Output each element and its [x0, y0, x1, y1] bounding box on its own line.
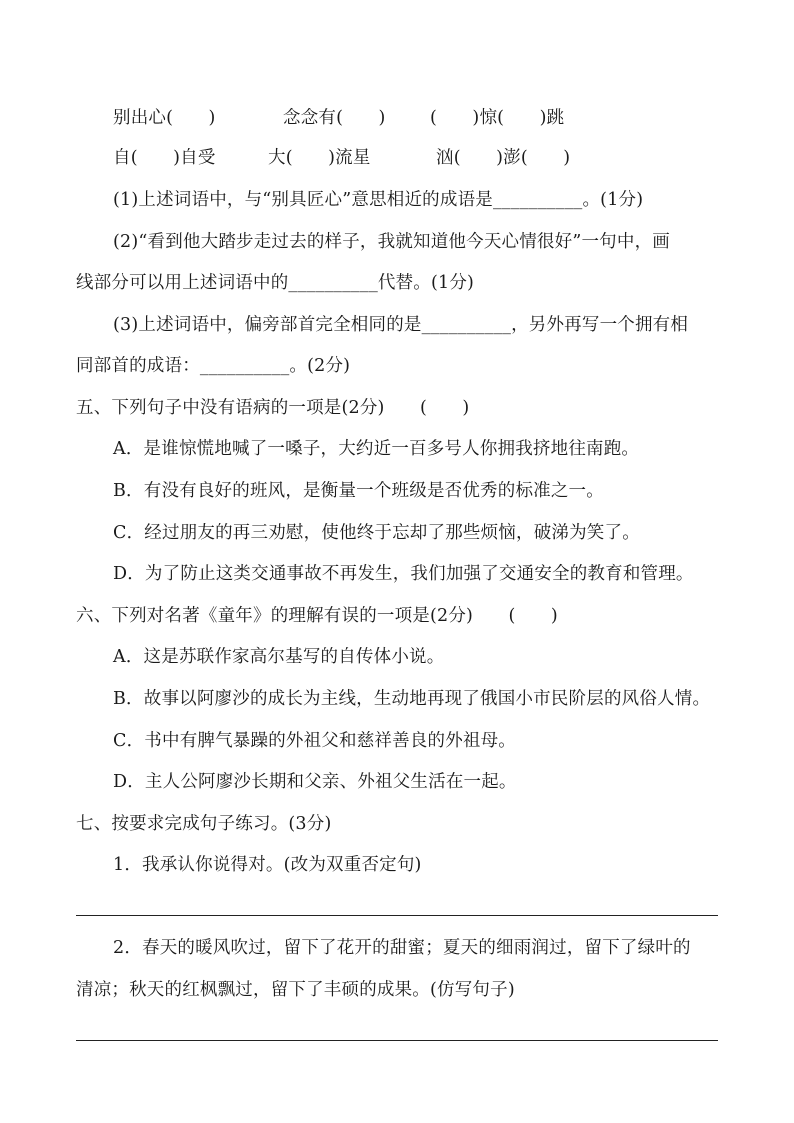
vocab-item: 汹( )澎( )	[436, 148, 571, 168]
choice-option: C．书中有脾气暴躁的外祖父和慈祥善良的外祖母。	[113, 731, 516, 751]
exercise-item: 1．我承认你说得对。(改为双重否定句)	[113, 855, 422, 875]
answer-line	[76, 915, 718, 916]
answer-line	[76, 1040, 718, 1041]
choice-option: B．故事以阿廖沙的成长为主线，生动地再现了俄国小市民阶层的风俗人情。	[113, 689, 711, 709]
choice-option: D．主人公阿廖沙长期和父亲、外祖父生活在一起。	[113, 772, 517, 792]
exercise-item: 2．春天的暖风吹过，留下了花开的甜蜜；夏天的细雨润过，留下了绿叶的	[113, 938, 691, 958]
choice-option: C．经过朋友的再三劝慰，使他终于忘却了那些烦恼，破涕为笑了。	[113, 523, 640, 543]
vocab-item: 别出心( )	[113, 108, 216, 128]
choice-option: D．为了防止这类交通事故不再发生，我们加强了交通安全的教育和管理。	[113, 564, 694, 584]
choice-option: A．这是苏联作家高尔基写的自传体小说。	[113, 647, 445, 667]
question-text: (2)“看到他大踏步走过去的样子，我就知道他今天心情很好”一句中，画	[113, 232, 670, 252]
section-title: 五、下列句子中没有语病的一项是(2分) ( )	[76, 398, 470, 418]
vocab-item: 大( )流星	[268, 148, 371, 168]
vocab-item: 自( )自受	[113, 148, 216, 168]
exercise-item: 清凉；秋天的红枫飘过，留下了丰硕的成果。(仿写句子)	[76, 980, 515, 1000]
choice-option: B．有没有良好的班风，是衡量一个班级是否优秀的标准之一。	[113, 481, 604, 501]
question-text: (3)上述词语中，偏旁部首完全相同的是__________，另外再写一个拥有相	[113, 315, 689, 335]
vocab-item: 念念有( )	[283, 108, 386, 128]
choice-option: A．是谁惊慌地喊了一嗓子，大约近一百多号人你拥我挤地往南跑。	[113, 439, 640, 459]
section-title: 七、按要求完成句子练习。(3分)	[76, 814, 332, 834]
question-text: 线部分可以用上述词语中的__________代替。(1分)	[76, 273, 475, 293]
vocab-item: ( )惊( )跳	[430, 108, 565, 128]
question-text: 同部首的成语：__________。(2分)	[76, 356, 351, 376]
question-text: (1)上述词语中，与“别具匠心”意思相近的成语是__________。(1分)	[113, 190, 644, 210]
section-title: 六、下列对名著《童年》的理解有误的一项是(2分) ( )	[76, 606, 558, 626]
